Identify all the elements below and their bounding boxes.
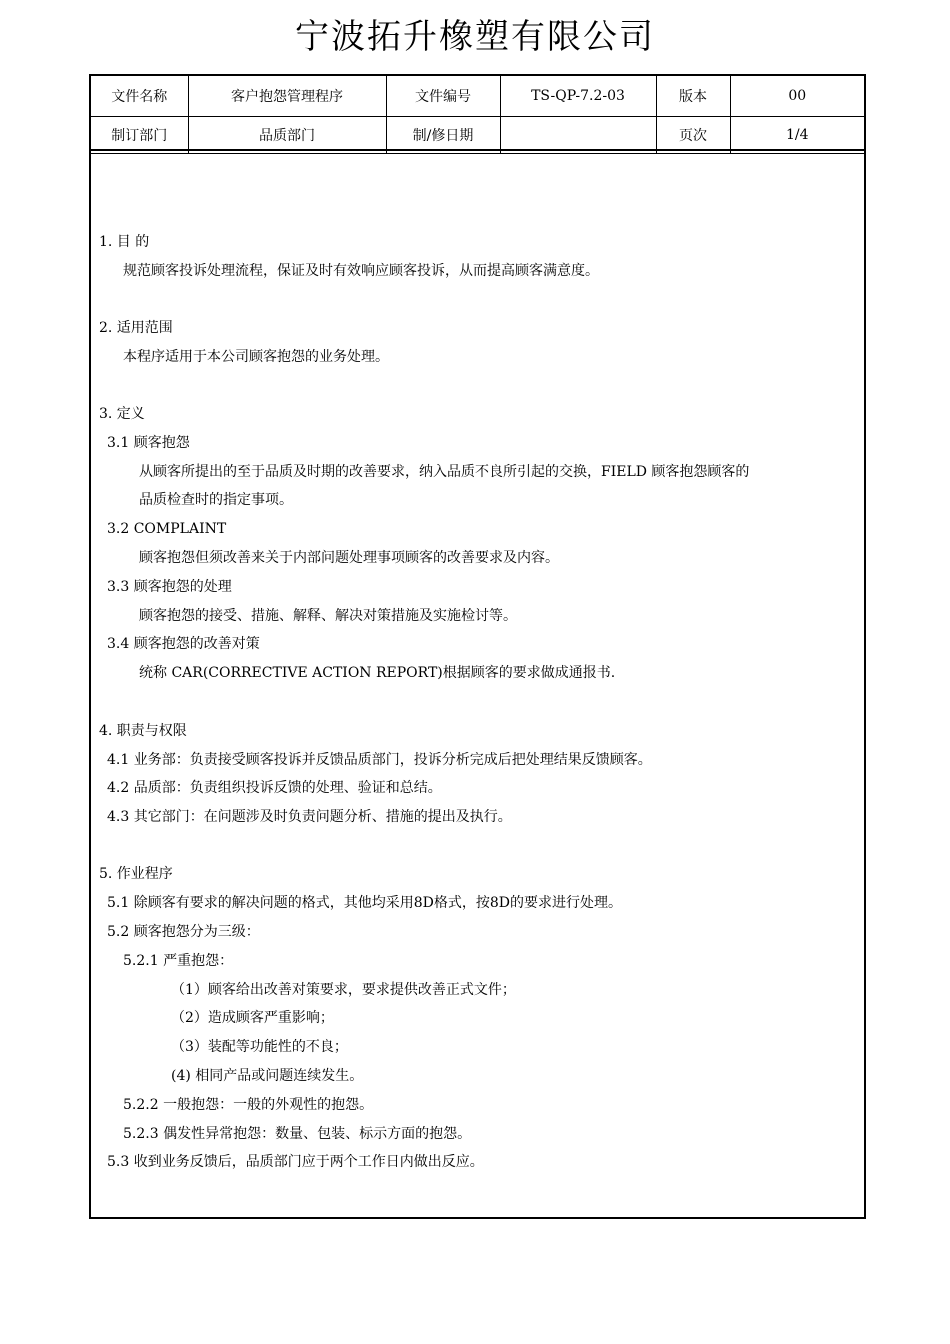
paragraph: 从顾客所提出的至于品质及时期的改善要求，纳入品质不良所引起的交换，FIELD 顾客抱怨顾客的 xyxy=(139,464,750,480)
paragraph: 本程序适用于本公司顾客抱怨的业务处理。 xyxy=(123,349,389,365)
subsection-heading: 3.1 顾客抱怨 xyxy=(107,435,190,451)
paragraph: 品质检查时的指定事项。 xyxy=(139,492,293,508)
label-department: 制订部门 xyxy=(91,117,188,154)
list-item: （1）顾客给出改善对策要求，要求提供改善正式文件； xyxy=(171,982,516,998)
label-revision-date: 制/修日期 xyxy=(386,117,500,154)
value-revision-date xyxy=(500,117,656,154)
list-item: 5.1 除顾客有要求的解决问题的格式，其他均采用8D格式，按8D的要求进行处理。 xyxy=(107,895,622,911)
subsection-heading: 3.4 顾客抱怨的改善对策 xyxy=(107,636,260,652)
list-item: （2）造成顾客严重影响； xyxy=(171,1010,334,1026)
value-page: 1/4 xyxy=(730,117,864,154)
header-row-1 xyxy=(91,76,864,117)
paragraph: 规范顾客投诉处理流程，保证及时有效响应顾客投诉，从而提高顾客满意度。 xyxy=(123,263,599,279)
value-file-number: TS-QP-7.2-03 xyxy=(500,76,656,117)
list-item: 5.2.3 偶发性异常抱怨：数量、包装、标示方面的抱怨。 xyxy=(123,1126,472,1142)
paragraph: 顾客抱怨但须改善来关于内部问题处理事项顾客的改善要求及内容。 xyxy=(139,550,559,566)
subsection-heading: 5.2.1 严重抱怨： xyxy=(123,953,234,969)
section-heading: 1. 目 的 xyxy=(99,234,150,250)
value-file-name: 客户抱怨管理程序 xyxy=(188,76,386,117)
list-item: （3）装配等功能性的不良； xyxy=(171,1039,348,1055)
list-item: 5.2.2 一般抱怨：一般的外观性的抱怨。 xyxy=(123,1097,374,1113)
header-table xyxy=(91,76,864,154)
section-heading: 4. 职责与权限 xyxy=(99,723,187,739)
value-version: 00 xyxy=(730,76,864,117)
company-title: 宁波拓升橡塑有限公司 xyxy=(295,17,655,57)
label-version: 版本 xyxy=(656,76,730,117)
list-item: 4.1 业务部：负责接受顾客投诉并反馈品质部门，投诉分析完成后把处理结果反馈顾客。 xyxy=(107,752,652,768)
list-item: 5.3 收到业务反馈后，品质部门应于两个工作日内做出反应。 xyxy=(107,1154,484,1170)
section-heading: 5. 作业程序 xyxy=(99,866,173,882)
paragraph: 顾客抱怨的接受、措施、解释、解决对策措施及实施检讨等。 xyxy=(139,608,517,624)
list-item: 5.2 顾客抱怨分为三级： xyxy=(107,924,260,940)
section-heading: 3. 定义 xyxy=(99,406,145,422)
section-heading: 2. 适用范围 xyxy=(99,320,173,336)
document-frame xyxy=(89,74,866,1219)
paragraph: 统称 CAR(CORRECTIVE ACTION REPORT)根据顾客的要求做成通报书. xyxy=(139,665,616,681)
header-divider xyxy=(91,149,864,151)
subsection-heading: 3.2 COMPLAINT xyxy=(107,521,227,537)
list-item: (4) 相同产品或问题连续发生。 xyxy=(171,1068,364,1084)
header-row-2 xyxy=(91,117,864,154)
list-item: 4.2 品质部：负责组织投诉反馈的处理、验证和总结。 xyxy=(107,780,442,796)
label-file-name: 文件名称 xyxy=(91,76,188,117)
label-page: 页次 xyxy=(656,117,730,154)
subsection-heading: 3.3 顾客抱怨的处理 xyxy=(107,579,232,595)
label-file-number: 文件编号 xyxy=(386,76,500,117)
value-department: 品质部门 xyxy=(188,117,386,154)
list-item: 4.3 其它部门：在问题涉及时负责问题分析、措施的提出及执行。 xyxy=(107,809,512,825)
